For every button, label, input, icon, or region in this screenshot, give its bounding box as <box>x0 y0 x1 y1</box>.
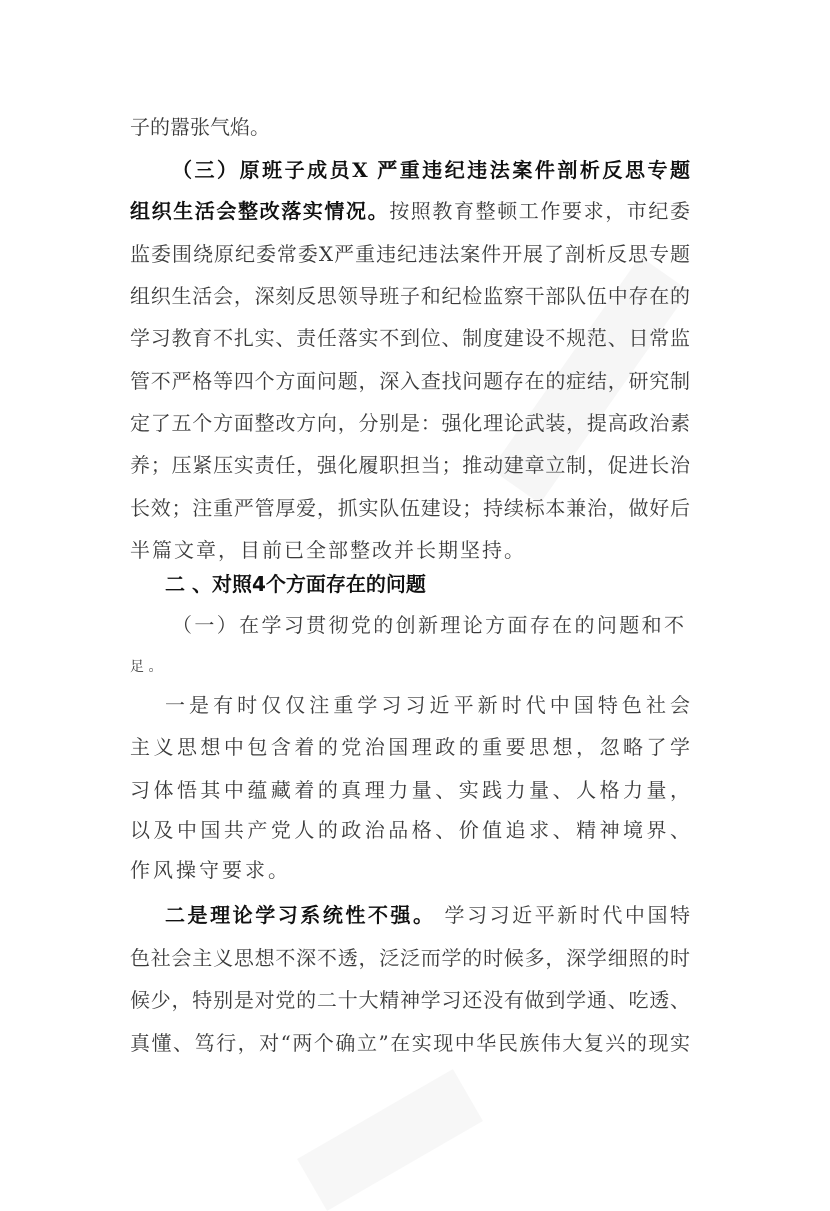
text-line: 长效；注重严管厚爱，抓实队伍建设；持续标本兼治，做好后 <box>130 496 690 520</box>
text-run: 按照教育整顿工作要求，市纪委 <box>389 199 691 223</box>
text-line <box>130 196 690 226</box>
section-heading: （三）原班子成员X 严重违纪违法案件剖析反思专题 <box>172 158 690 182</box>
text-line <box>165 900 690 930</box>
text-line: 学习教育不扎实、责任落实不到位、制度建设不规范、日常监 <box>130 326 690 350</box>
watermark <box>297 1069 483 1211</box>
text-line: 足 。 <box>130 659 163 675</box>
text-line: 以及中国共产党人的政治品格、价值追求、精神境界、 <box>130 818 690 842</box>
text-line: 作风操守要求。 <box>130 858 291 882</box>
subsection-heading: （一）在学习贯彻党的创新理论方面存在的问题和不 <box>172 613 684 637</box>
text-run: 学习习近平新时代中国特 <box>435 903 691 927</box>
text-line: 监委围绕原纪委常委X严重违纪违法案件开展了剖析反思专题 <box>130 242 690 266</box>
text-line: 一是有时仅仅注重学习习近平新时代中国特色社会 <box>165 693 690 717</box>
text-line: 半篇文章，目前已全部整改并长期坚持。 <box>130 538 526 562</box>
bold-lead: 二是理论学习系统性不强。 <box>165 903 436 927</box>
text-line: 真懂、笃行，对“两个确立”在实现中华民族伟大复兴的现实 <box>130 1031 690 1055</box>
text-line: 管不严格等四个方面问题，深入查找问题存在的症结，研究制 <box>130 369 690 393</box>
text-line: 子的嚣张气焰。 <box>130 115 270 139</box>
text-line: 色社会主义思想不深不透，泛泛而学的时候多，深学细照的时 <box>130 946 690 970</box>
chapter-heading: 二 、对照4个方面存在的问题 <box>165 572 426 596</box>
text-line: 养；压紧压实责任，强化履职担当；推动建章立制，促进长治 <box>130 453 690 477</box>
text-line: 组织生活会，深刻反思领导班子和纪检监察干部队伍中存在的 <box>130 284 690 308</box>
text-line: 习体悟其中蕴藏着的真理力量、实践力量、人格力量， <box>130 778 690 802</box>
bold-lead: 组织生活会整改落实情况。 <box>130 199 390 223</box>
text-line: 候少，特别是对党的二十大精神学习还没有做到学通、吃透、 <box>130 988 690 1012</box>
text-line: 定了五个方面整改方向，分别是：强化理论武装，提高政治素 <box>130 411 690 435</box>
text-line: 主义思想中包含着的党治国理政的重要思想，忽略了学 <box>130 735 690 759</box>
